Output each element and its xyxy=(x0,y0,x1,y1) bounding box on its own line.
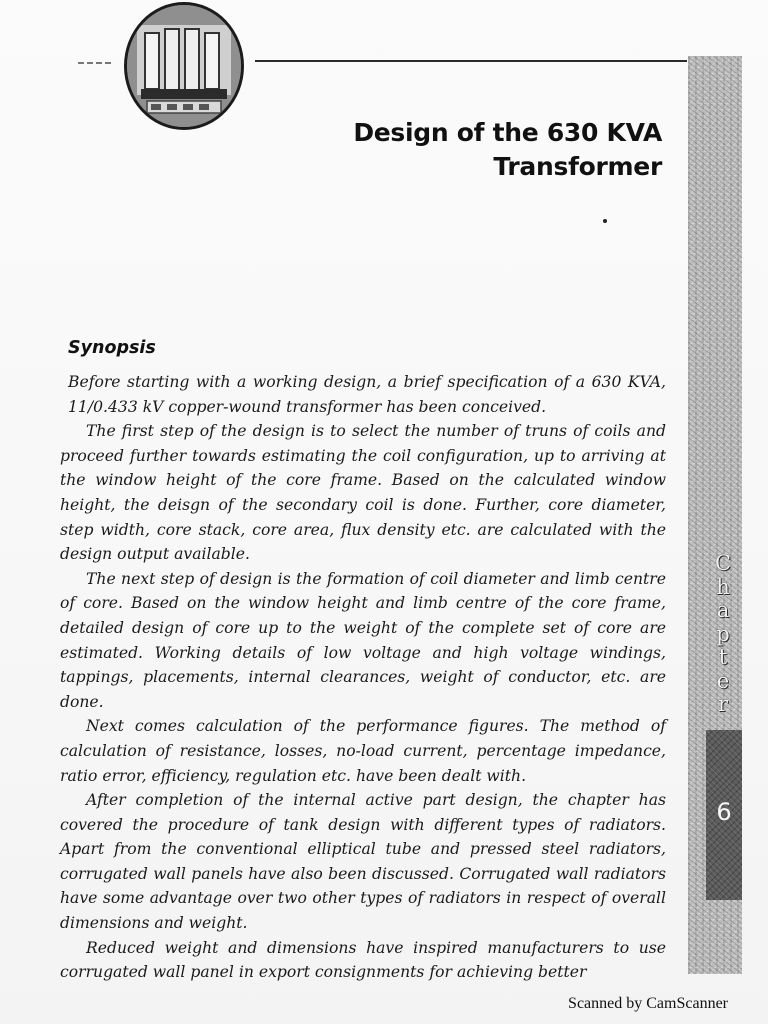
side-tab-letter: h xyxy=(716,574,730,599)
side-tab-chapter-number: 6 xyxy=(716,798,732,826)
scanner-watermark: Scanned by CamScanner xyxy=(568,995,728,1012)
synopsis-paragraph: Reduced weight and dimensions have inspired manufacturers to use corrugated wall panel in export consignments for achieving better xyxy=(60,938,666,982)
synopsis-paragraph: The next step of design is the formation of coil diameter and limb centre of core. Based on the window height and limb centre of the core frame, detailed design of core up to the weight of the complete set of core are estimated. Working details of low voltage and high voltage windings, tappings, placements, internal clearances, weight of conductor, etc. are done. xyxy=(60,569,666,711)
synopsis-paragraph: Before starting with a working design, a brief specification of a 630 KVA, 11/0.433 kV copper-wound transformer has been conceived. xyxy=(68,373,666,416)
side-tab-letter: t xyxy=(718,645,728,669)
side-tab-letter: C xyxy=(714,551,732,575)
header-rule-right xyxy=(255,60,687,62)
chapter-title-line-1: Design of the 630 KVA xyxy=(353,118,662,147)
print-speck xyxy=(603,219,607,223)
header-rule-left xyxy=(78,62,114,64)
synopsis-paragraph: Next comes calculation of the performance figures. The method of calculation of resistance, losses, no-load current, percentage impedance, ratio error, efficiency, regulation etc. have been dealt with. xyxy=(60,717,666,785)
chapter-title-line-2: Transformer xyxy=(493,152,662,181)
side-tab-letter: a xyxy=(716,598,730,622)
transformer-photo-icon xyxy=(124,2,244,130)
synopsis-heading: Synopsis xyxy=(68,338,156,358)
synopsis-paragraph: The first step of the design is to select the number of truns of coils and proceed further towards estimating the coil configuration, up to arriving at the window height of the core frame. Based on the calculated window height, the deisgn of the secondary coil is done. Further, core diameter, step width, core stack, core area, flux density etc. are calculated with the design output available. xyxy=(60,422,666,564)
side-tab-letter: e xyxy=(716,668,730,693)
chapter-title xyxy=(353,116,662,184)
side-tab-letter: r xyxy=(717,692,729,716)
side-tab-word xyxy=(708,552,738,717)
synopsis-paragraph: After completion of the internal active part design, the chapter has covered the procedure of tank design with different types of radiators. Apart from the conventional elliptical tube and pressed steel radiators, corrugated wall panels have also been discussed. Corrugated wall radiators have some advantage over two other types of radiators in respect of overall dimensions and weight. xyxy=(60,791,666,933)
synopsis-body xyxy=(60,370,666,985)
side-tab-letter: p xyxy=(716,621,730,646)
